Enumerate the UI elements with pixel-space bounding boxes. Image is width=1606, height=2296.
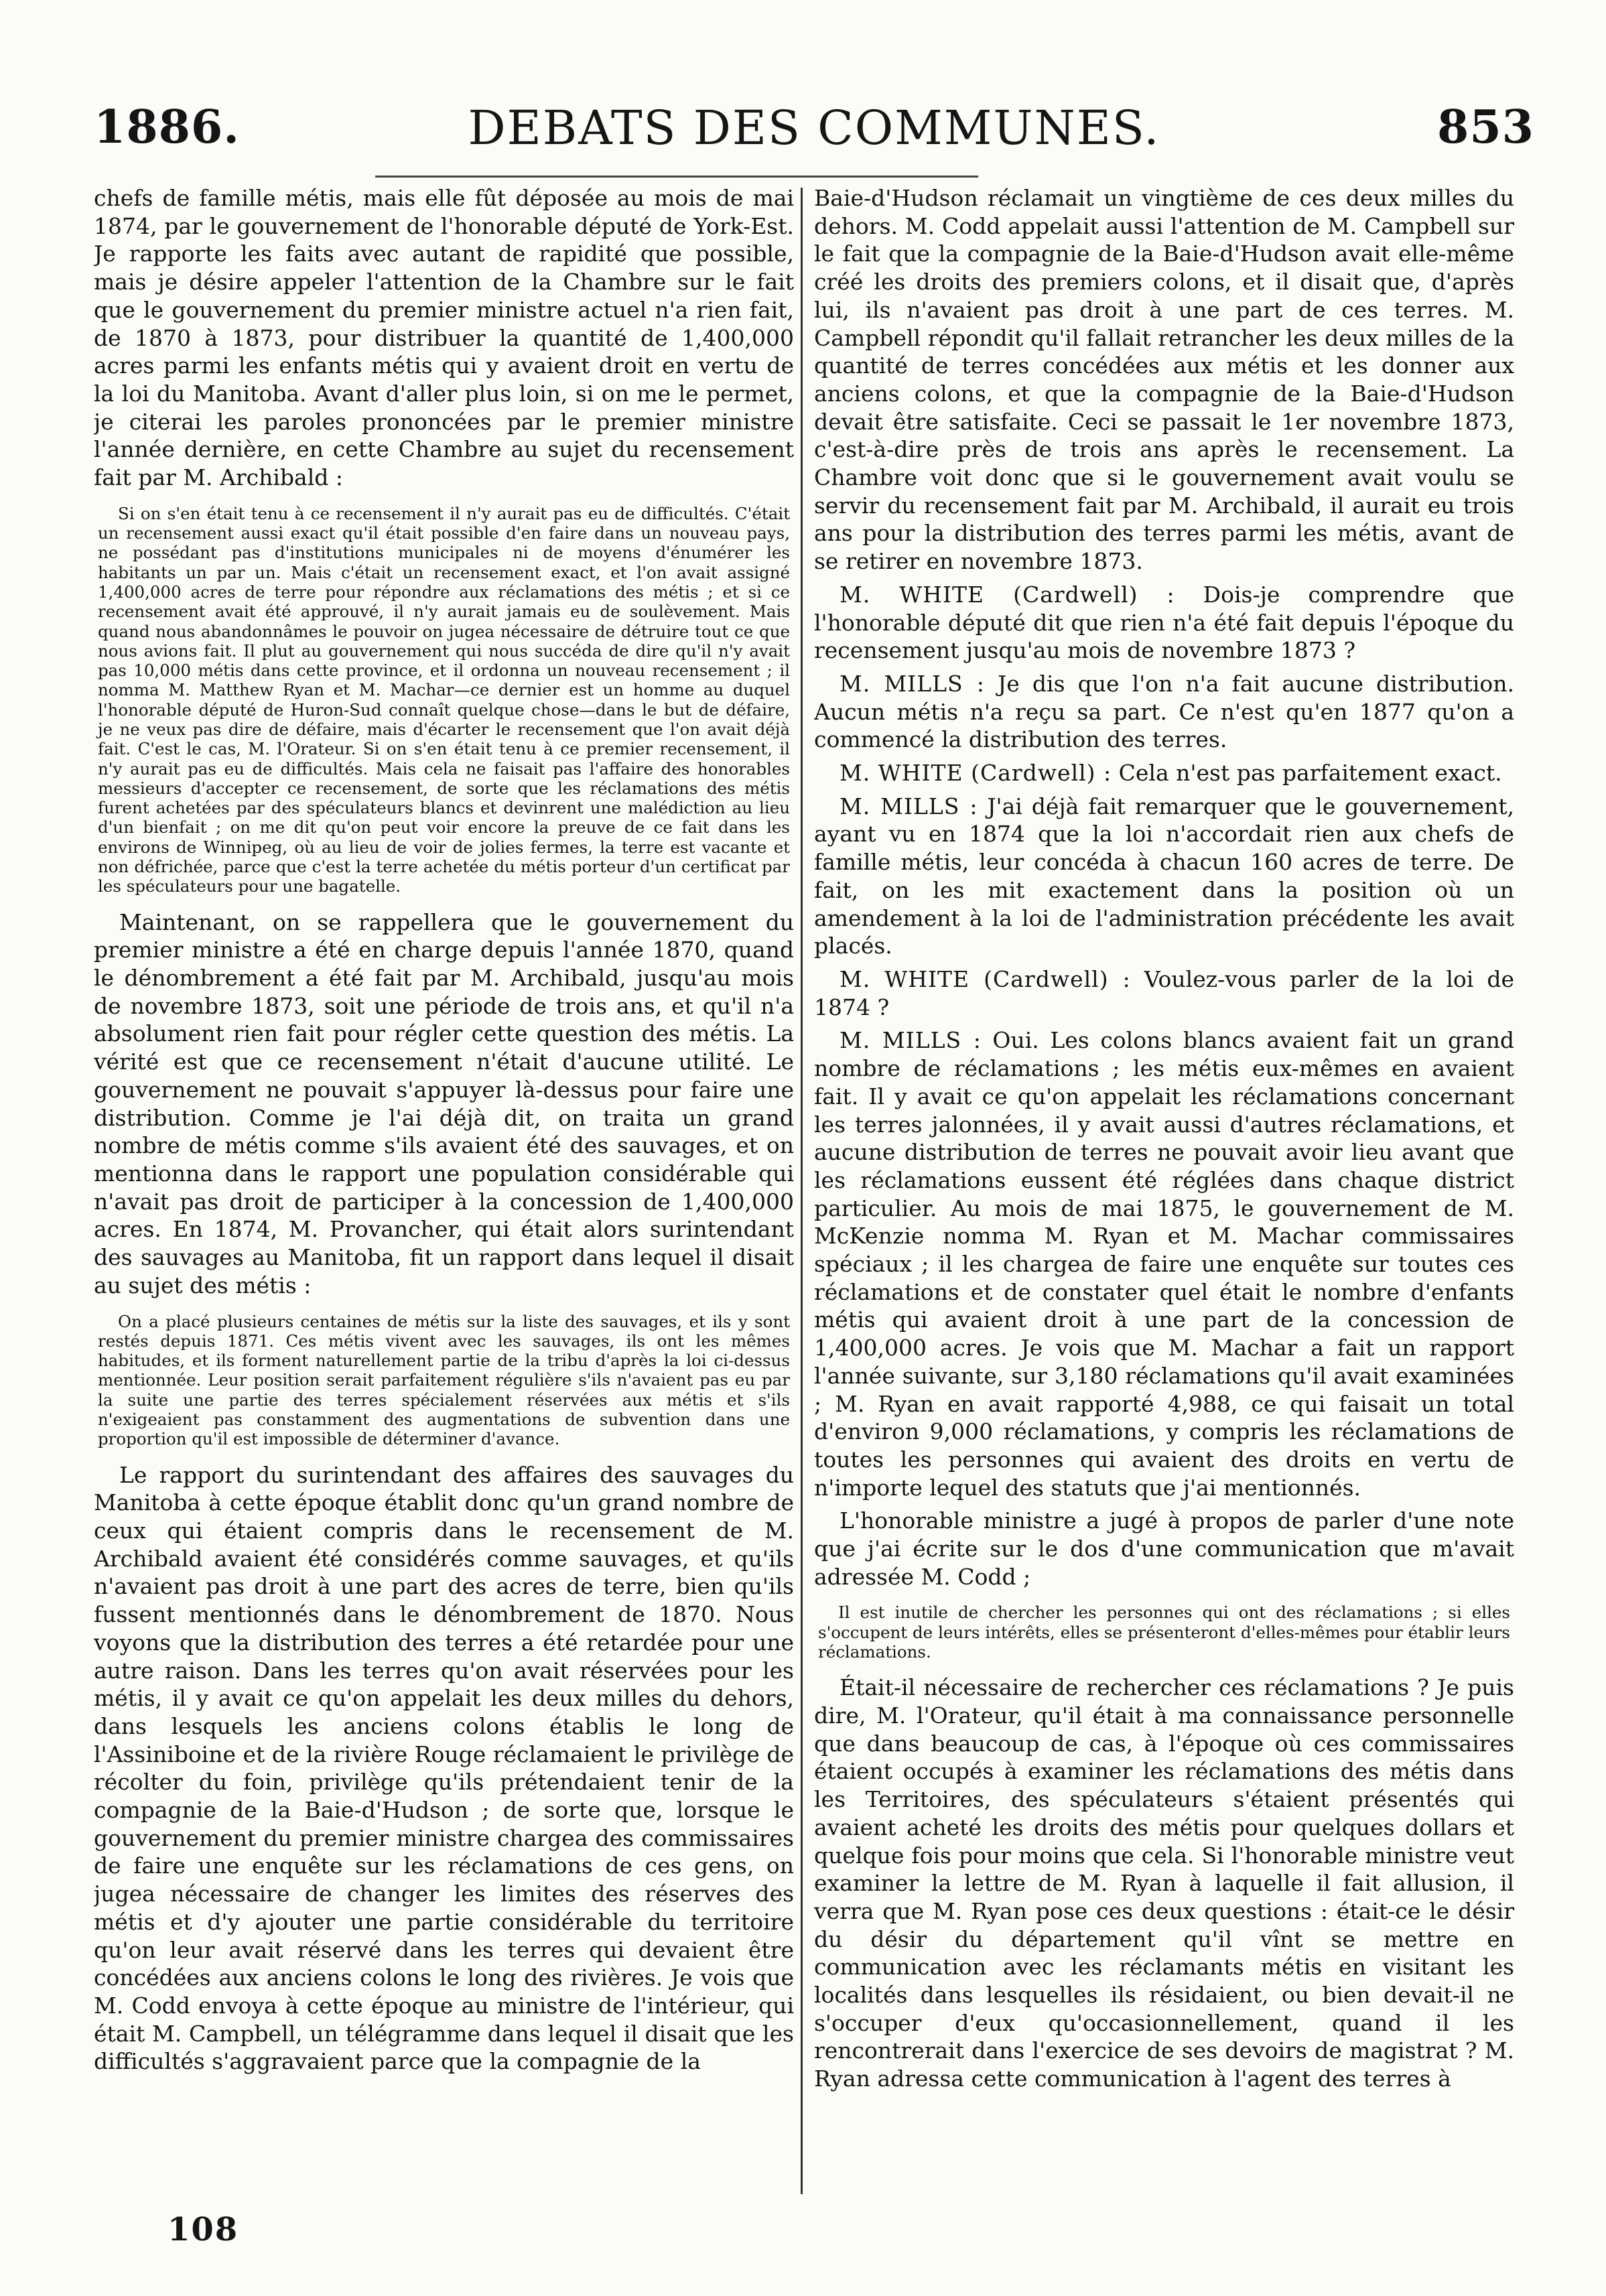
paragraph: chefs de famille métis, mais elle fût déposée au mois de mai 1874, par le gouvernement de l'honorable député de York-Est. Je rapporte les faits avec autant de rapidité que possible, mais je désire appeler l'attention de la Chambre sur le fait que le gouvernement du premier ministre actuel n'a rien fait, de 1870 à 1873, pour distribuer la quantité de 1,400,000 acres parmi les enfants métis qui y avaient droit en vertu de la loi du Manitoba. Avant d'aller plus loin, si on me le permet, je citerai les paroles prononcées par le premier ministre l'année dernière, en cette Chambre au sujet du recensement fait par M. Archibald :: [94, 185, 794, 491]
right-column: [814, 184, 1514, 2208]
speaker-name: M. MILLS :: [840, 670, 985, 697]
page-header: [94, 100, 1534, 167]
block-quote: Il est inutile de chercher les personnes qui ont des réclamations ; si elles s'occupent de leurs intérêts, elles se présenteront d'elles-mêmes pour établir leurs réclamations.: [818, 1603, 1510, 1662]
paragraph: Baie-d'Hudson réclamait un vingtième de ces deux milles du dehors. M. Codd appelait aussi l'attention de M. Campbell sur le fait que la compagnie de la Baie-d'Hudson avait elle-même créé les droits des premiers colons, et il disait que, d'après lui, ils n'avaient pas droit à une part de ces terres. M. Campbell répondit qu'il fallait retrancher les deux milles de la quantité de terres concédées aux métis et les donner aux anciens colons, et que la compagnie de la Baie-d'Hudson devait être satisfaite. Ceci se passait le 1er novembre 1873, c'est-à-dire près de trois ans après le recensement. La Chambre voit donc que si le gouvernement avait voulu se servir du recensement fait par M. Archibald, il aurait eu trois ans pour la distribution des terres parmi les métis, avant de se retirer en novembre 1873.: [814, 185, 1514, 575]
speech-text: Cela n'est pas parfaitement exact.: [1118, 760, 1502, 787]
speech-text: Voulez-vous parler de la loi de 1874 ?: [814, 965, 1514, 1020]
speech: [814, 670, 1514, 754]
speaker-name: M. MILLS :: [840, 1027, 982, 1054]
speaker-name: M. WHITE (Cardwell) :: [840, 760, 1112, 787]
header-page-number: 853: [1437, 100, 1534, 154]
left-column: [94, 184, 794, 2208]
paragraph: Le rapport du surintendant des affaires des sauvages du Manitoba à cette époque établit donc qu'un grand nombre de ceux qui étaient compris dans le recensement de M. Archibald avaient été considérés comme sauvages, et qu'ils n'avaient pas droit à une part des acres de terre, bien qu'ils fussent mentionnés dans le dénombrement de 1870. Nous voyons que la distribution des terres a été retardée pour une autre raison. Dans les terres qu'on avait réservées pour les métis, il y avait ce qu'on appelait les deux milles du dehors, dans lesquels les anciens colons établis le long de l'Assiniboine et de la rivière Rouge réclamaient le privilège de récolter du foin, privilège qu'ils prétendaient tenir de la compagnie de la Baie-d'Hudson ; de sorte que, lorsque le gouvernement du premier ministre chargea des commissaires de faire une enquête sur les réclamations de ces gens, on jugea nécessaire de changer les limites des réserves des métis et d'y ajouter une partie considérable du territoire qu'on leur avait réservé dans les terres qui devaient être concédées aux anciens colons le long des rivières. Je vois que M. Codd envoya à cette époque au ministre de l'intérieur, qui était M. Campbell, un télégramme dans lequel il disait que les difficultés s'aggravaient parce que la compagnie de la: [94, 1461, 794, 2075]
paragraph: Maintenant, on se rappellera que le gouvernement du premier ministre a été en charge depuis l'année 1870, quand le dénombrement a été fait par M. Archibald, jusqu'au mois de novembre 1873, soit une période de trois ans, et qu'il n'a absolument rien fait pour régler cette question des métis. La vérité est que ce recensement n'était d'aucune utilité. Le gouvernement ne pouvait s'appuyer là-dessus pour faire une distribution. Comme je l'ai déjà dit, on traita un grand nombre de métis comme s'ils avaient été des sauvages, et on mentionna dans le rapport une population considérable qui n'avait pas droit de participer à la concession de 1,400,000 acres. En 1874, M. Provancher, qui était alors surintendant des sauvages au Manitoba, fit un rapport dans lequel il disait au sujet des métis :: [94, 908, 794, 1298]
header-rule: [375, 176, 978, 178]
block-quote: On a placé plusieurs centaines de métis sur la liste des sauvages, et ils y sont restés depuis 1871. Ces métis vivent avec les sauvages, ils ont les mêmes habitudes, et ils forment naturellement partie de la tribu d'après la loi ci-dessus mentionnée. Leur position serait parfaitement régulière s'ils n'avaient pas eu par la suite une partie des terres spécialement réservées aux métis et s'ils n'exigeaient pas constamment des augmentations de subvention dans une proportion qu'il est impossible de déterminer d'avance.: [98, 1311, 790, 1449]
speaker-name: M. WHITE (Cardwell) :: [840, 965, 1131, 992]
speaker-name: M. WHITE (Cardwell) :: [840, 581, 1175, 608]
block-quote: Si on s'en était tenu à ce recensement il n'y aurait pas eu de difficultés. C'était un recensement aussi exact qu'il était possible d'en faire dans un nouveau pays, ne possédant pas d'institutions municipales ni de moyens d'énumérer les habitants un par un. Mais c'était un recensement exact, et l'on avait assigné 1,400,000 acres de terre pour répondre aux réclamations des métis ; et si ce recensement avait été approuvé, il n'y aurait jamais eu de soulèvement. Mais quand nous abandonnâmes le pouvoir on jugea nécessaire de détruire tout ce que nous avions fait. Il plut au gouvernement qui nous succéda de dire qu'il n'y avait pas 10,000 métis dans cette province, et il ordonna un nouveau recensement ; il nomma M. Matthew Ryan et M. Machar—ce dernier est un homme au duquel l'honorable député de Huron-Sud connaît quelque chose—dans le but de défaire, je ne veux pas dire de défaire, mais d'écarter le recensement que l'on avait déjà fait. C'est le cas, M. l'Orateur. Si on s'en était tenu à ce premier recensement, il n'y aurait pas eu de difficultés. Mais cela ne faisait pas l'affaire des honorables messieurs d'accepter ce recensement, de sorte que les réclamations des métis furent achetées par des spéculateurs blancs et devinrent une malédiction au lieu d'un bienfait ; on me dit qu'on peut voir encore la preuve de ce fait dans les environs de Winnipeg, où au lieu de voir de jolies fermes, la terre est vacante et non défrichée, parce que c'est la terre achetée du métis porteur d'un certificat par les spéculateurs pour une bagatelle.: [98, 503, 790, 896]
speech-text: Oui. Les colons blancs avaient fait un grand nombre de réclamations ; les métis eux-mêmes en avaient fait. Il y avait ce qu'on appelait les réclamations concernant les terres jalonnées, il y avait aussi d'autres réclamations, et aucune distribution de terres ne pouvait avoir lieu avant que les réclamations eussent été réglées dans chaque district particulier. Au mois de mai 1875, le gouvernement de M. McKenzie nomma M. Ryan et M. Machar commissaires spéciaux ; il les chargea de faire une enquête sur toutes ces réclamations et de constater quel était le nombre d'enfants métis qui avaient droit à une part de la concession de 1,400,000 acres. Je vois que M. Machar a fait un rapport l'année suivante, sur 3,180 réclamations qu'il avait examinées ; M. Ryan en avait rapporté 4,988, ce qui faisait un total d'environ 9,000 réclamations, y compris les réclamations de toutes les personnes qui avaient des droits en vertu de n'importe lequel des statuts que j'ai mentionnés.: [814, 1027, 1514, 1501]
speech: [814, 1026, 1514, 1501]
speech-text: Je dis que l'on n'a fait aucune distribution. Aucun métis n'a reçu sa part. Ce n'est qu'en 1877 qu'on a commencé la distribution des terres.: [814, 670, 1514, 753]
paragraph: L'honorable ministre a jugé à propos de parler d'une note que j'ai écrite sur le dos d'une communication que m'avait adressée M. Codd ;: [814, 1507, 1514, 1590]
header-title: DEBATS DES COMMUNES.: [468, 100, 1160, 155]
signature-mark: 108: [168, 2211, 239, 2248]
paragraph: Était-il nécessaire de rechercher ces réclamations ? Je puis dire, M. l'Orateur, qu'il était à ma connaissance personnelle que dans beaucoup de cas, à l'époque où ces commissaires étaient occupés à examiner les réclamations des métis dans les Territoires, des spéculateurs s'étaient présentés qui avaient acheté les droits des métis pour quelques dollars et quelque fois pour moins que cela. Si l'honorable ministre veut examiner la lettre de M. Ryan à laquelle il fait allusion, il verra que M. Ryan pose ces deux questions : était-ce le désir du désir du département qu'il vînt se mettre en communication avec les réclamants métis en visitant les localités dans lesquelles ils résidaient, ou bien devait-il ne s'occuper d'eux qu'occasionnellement, quand il les rencontrerait dans l'exercice de ses devoirs de magistrat ? M. Ryan adressa cette communication à l'agent des terres à: [814, 1674, 1514, 2092]
speaker-name: M. MILLS :: [840, 793, 978, 819]
column-divider: [801, 188, 803, 2194]
speech: [814, 759, 1514, 787]
speech: [814, 965, 1514, 1021]
header-year: 1886.: [94, 100, 240, 154]
speech-text: J'ai déjà fait remarquer que le gouvernement, ayant vu en 1874 que la loi n'accordait rien aux chefs de famille métis, leur concéda à chacun 160 acres de terre. De fait, on les mit exactement dans la position où un amendement à la loi de l'administration précédente les avait placés.: [814, 793, 1514, 959]
speech: [814, 581, 1514, 665]
speech: [814, 793, 1514, 960]
speech-text: Dois-je comprendre que l'honorable député dit que rien n'a été fait depuis l'époque du recensement jusqu'au mois de novembre 1873 ?: [814, 581, 1514, 664]
